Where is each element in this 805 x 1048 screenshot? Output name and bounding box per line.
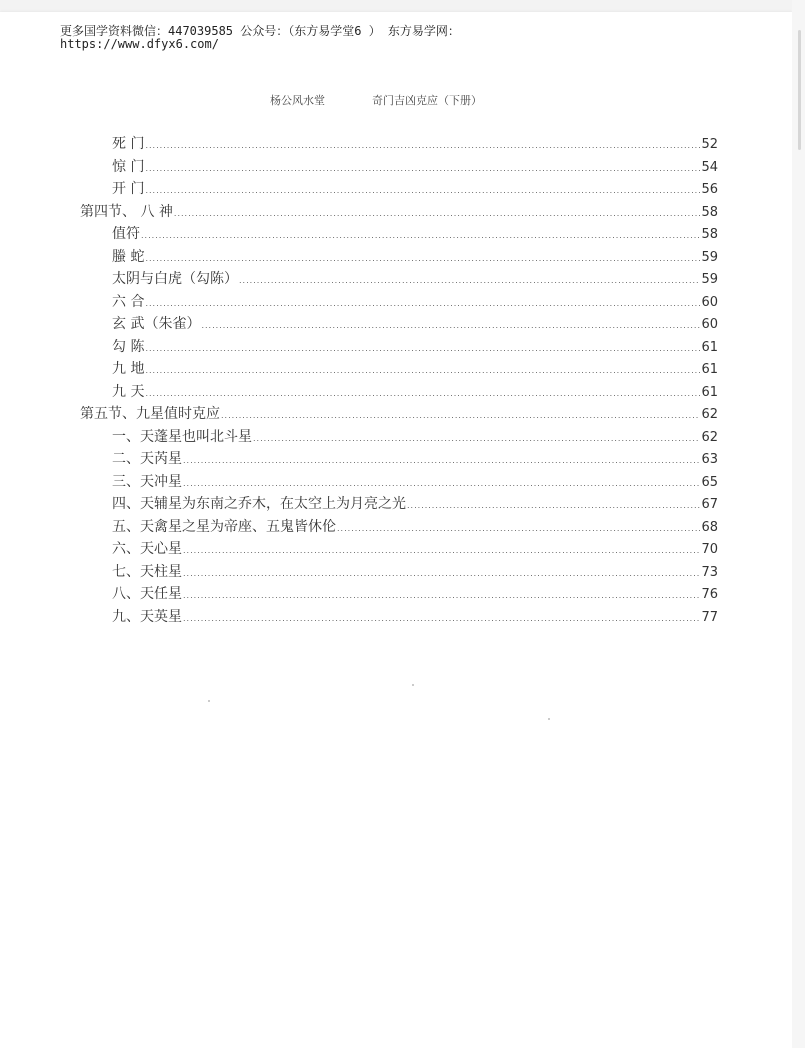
toc-dot-leader	[145, 254, 700, 263]
header-url-line[interactable]: https://www.dfyx6.com/	[60, 37, 219, 51]
document-page	[0, 12, 792, 1048]
toc-dot-leader	[145, 389, 700, 398]
toc-dot-leader	[183, 546, 700, 555]
toc-dot-leader	[145, 186, 700, 195]
toc-entry[interactable]	[80, 606, 718, 629]
toc-entry-title: 九 天	[112, 383, 145, 400]
toc-entry[interactable]	[80, 448, 718, 471]
toc-entry-page: 68	[701, 519, 718, 535]
toc-entry-page: 76	[701, 587, 718, 602]
toc-entry-page: 70	[701, 542, 718, 557]
toc-entry[interactable]	[80, 583, 718, 606]
toc-entry-title: 四、天辅星为东南之乔木，在太空上为月亮之光	[112, 496, 406, 512]
toc-entry-title: 勾 陈	[112, 338, 145, 355]
toc-dot-leader	[183, 569, 700, 578]
running-head-left: 杨公风水堂	[270, 94, 325, 107]
toc-entry[interactable]	[80, 471, 718, 494]
toc-entry-title: 六、天心星	[112, 541, 182, 557]
toc-dot-leader	[183, 479, 700, 488]
toc-entry-page: 77	[701, 609, 718, 625]
toc-entry-page: 58	[701, 227, 718, 242]
toc-entry[interactable]	[80, 178, 718, 201]
toc-dot-leader	[239, 276, 700, 285]
toc-entry-title: 第四节、 八 神	[80, 203, 173, 220]
toc-entry-page: 59	[701, 249, 718, 265]
toc-entry-page: 52	[701, 137, 718, 152]
toc-dot-leader	[145, 344, 700, 353]
toc-dot-leader	[183, 614, 700, 623]
toc-dot-leader	[201, 321, 700, 330]
toc-entry-title: 第五节、九星值时克应	[80, 406, 220, 422]
toc-entry-title: 太阴与白虎（勾陈）	[112, 271, 238, 287]
toc-entry-page: 61	[701, 339, 718, 355]
toc-entry-page: 65	[701, 474, 718, 490]
toc-entry-title: 九 地	[112, 361, 145, 377]
toc-entry[interactable]	[80, 156, 718, 179]
toc-dot-leader	[183, 456, 700, 465]
toc-entry-title: 螣 蛇	[112, 248, 145, 265]
toc-entry-title: 一、天蓬星也叫北斗星	[112, 428, 252, 445]
toc-entry-title: 五、天禽星之星为帝座、五鬼皆休伦	[112, 518, 336, 535]
toc-entry-page: 63	[701, 452, 718, 467]
toc-dot-leader	[337, 524, 700, 533]
toc-dot-leader	[253, 434, 700, 443]
running-head-right: 奇门吉凶克应（下册）	[372, 94, 482, 107]
scan-speck	[412, 684, 414, 686]
toc-dot-leader	[145, 366, 700, 375]
toc-dot-leader	[221, 411, 700, 420]
toc-dot-leader	[141, 231, 700, 240]
vertical-scrollbar[interactable]	[792, 0, 805, 1048]
toc-entry[interactable]	[80, 133, 718, 156]
toc-entry[interactable]	[80, 223, 718, 246]
table-of-contents	[80, 133, 718, 628]
toc-entry-title: 八、天任星	[112, 586, 182, 602]
toc-dot-leader	[174, 209, 701, 218]
toc-entry-title: 玄 武（朱雀）	[112, 316, 201, 332]
scan-speck	[208, 700, 210, 702]
toc-entry[interactable]	[80, 268, 718, 291]
toc-entry-title: 九、天英星	[112, 608, 182, 625]
toc-entry[interactable]	[80, 493, 718, 516]
toc-entry[interactable]	[80, 358, 718, 381]
toc-entry-page: 54	[701, 159, 718, 175]
toc-entry-title: 六 合	[112, 293, 145, 310]
toc-entry-title: 三、天冲星	[112, 473, 182, 490]
toc-entry-title: 二、天芮星	[112, 451, 182, 467]
scrollbar-thumb[interactable]	[798, 30, 801, 150]
toc-dot-leader	[145, 141, 700, 150]
toc-entry-page: 62	[701, 407, 718, 422]
header-contact-line: 更多国学资料微信：447039585 公众号：（东方易学堂6 ） 东方易学网：	[60, 24, 460, 38]
toc-entry-title: 七、天柱星	[112, 563, 182, 580]
toc-entry-title: 值符	[112, 226, 140, 242]
toc-entry-page: 61	[701, 384, 718, 400]
toc-entry-page: 67	[701, 497, 718, 512]
toc-dot-leader	[145, 299, 700, 308]
toc-entry[interactable]	[80, 336, 718, 359]
toc-entry[interactable]	[80, 246, 718, 269]
toc-entry-title: 死 门	[112, 136, 145, 152]
toc-entry[interactable]	[80, 516, 718, 539]
toc-entry-page: 62	[701, 429, 718, 445]
toc-entry-page: 58	[701, 204, 718, 220]
toc-entry[interactable]	[80, 538, 718, 561]
scan-speck	[548, 718, 550, 720]
toc-entry-page: 59	[701, 272, 718, 287]
toc-entry[interactable]	[80, 381, 718, 404]
toc-dot-leader	[183, 591, 700, 600]
toc-entry-title: 开 门	[112, 181, 145, 197]
toc-entry-page: 61	[701, 362, 718, 377]
toc-entry-title: 惊 门	[112, 158, 145, 175]
toc-entry[interactable]	[80, 313, 718, 336]
toc-entry[interactable]	[80, 291, 718, 314]
toc-entry[interactable]	[80, 561, 718, 584]
toc-entry[interactable]	[80, 403, 718, 426]
toc-dot-leader	[145, 164, 700, 173]
toc-entry-page: 60	[701, 294, 718, 310]
toc-entry-page: 60	[701, 317, 718, 332]
toc-dot-leader	[407, 501, 700, 510]
toc-entry[interactable]	[80, 426, 718, 449]
toc-entry[interactable]	[80, 201, 718, 224]
toc-entry-page: 73	[701, 564, 718, 580]
toc-entry-page: 56	[701, 182, 718, 197]
